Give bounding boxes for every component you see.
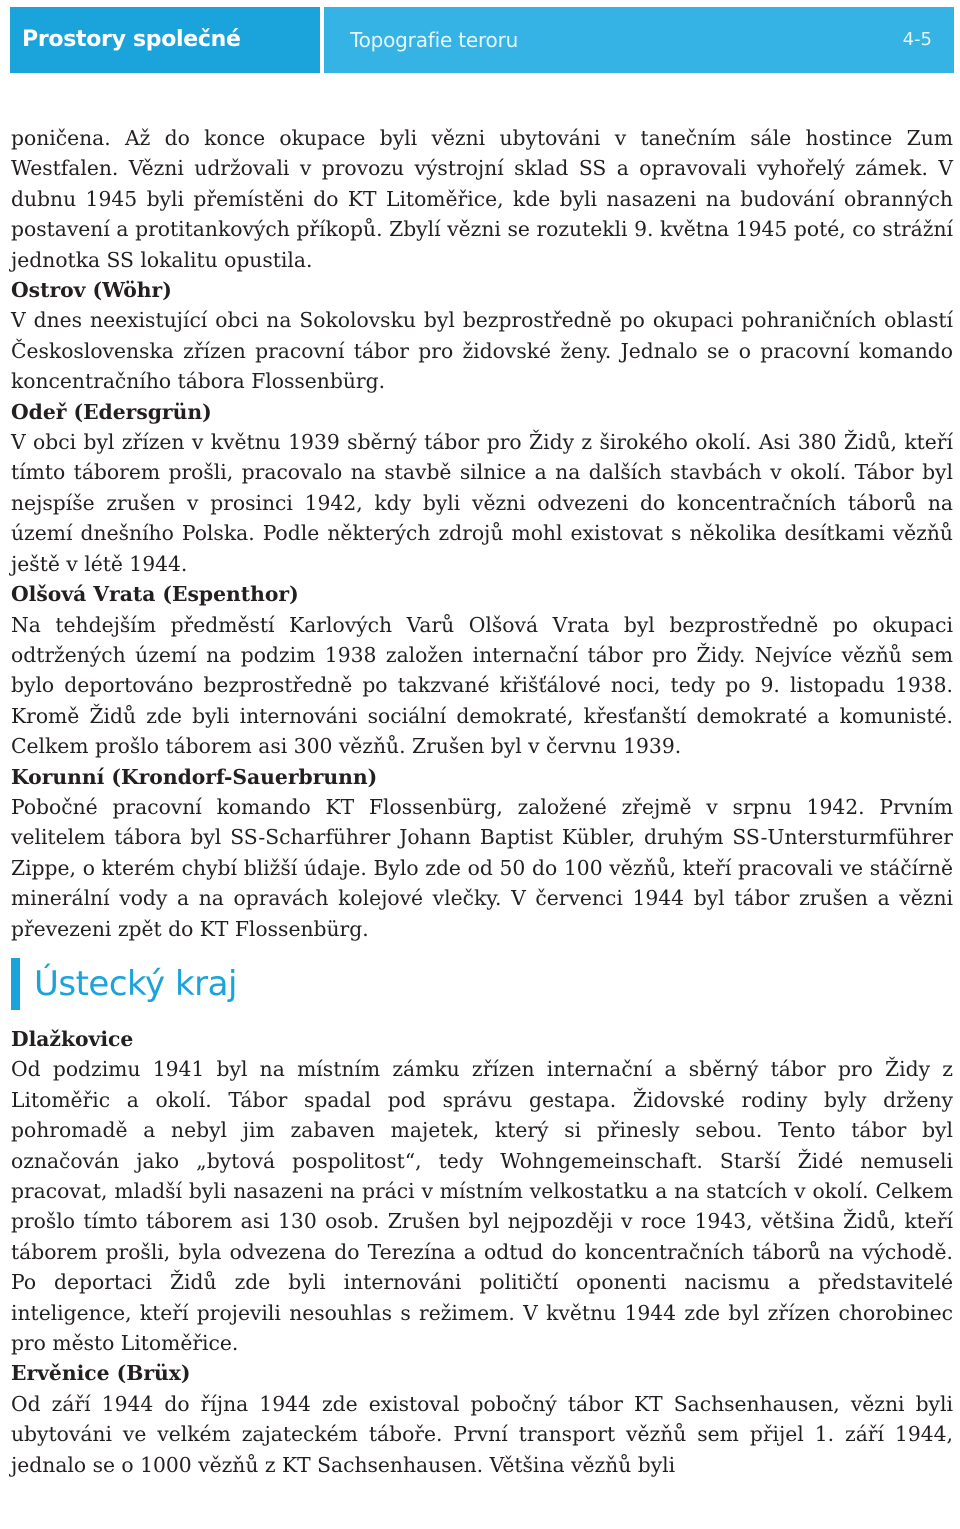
entry-heading-ostrov: Ostrov (Wöhr) bbox=[11, 278, 172, 303]
article-body bbox=[11, 123, 953, 1480]
region-accent-bar bbox=[11, 958, 20, 1010]
entry-text-dlazkovice: Od podzimu 1941 byl na místním zámku zřízen internační a sběrný tábor pro Židy z Litoměřic a okolí. Tábor spadal pod správu gestapa. Židovské rodiny byly drženy pohromadě a nebyl jim zabaven majetek, který si přinesly sebou. Tento tábor byl označován jako „bytová pospolitost“, tedy Wohngemeinschaft. Starší Židé nemuseli pracovat, mladší byli nasazeni na práci v místním velkostatku a na statcích v okolí. Celkem prošlo tímto táborem asi 130 osob. Zrušen byl nejpozději v roce 1943, většina Židů, kteří táborem prošli, byla odvezena do Terezína a odtud do koncentračních táborů na východě. Po deportaci Židů zde byli internováni političtí oponenti nacismu a představitelé inteligence, kteří projevili nesouhlas s režimem. V květnu 1944 zde byl zřízen chorobinec pro město Litoměřice. bbox=[11, 1057, 953, 1356]
entry-text-olsova-vrata: Na tehdejším předměstí Karlových Varů Olšová Vrata byl bezprostředně po okupaci odtržených území na podzim 1938 založen internační tábor pro Židy. Nejvíce vězňů sem bylo deportováno bezprostředně po takzvané křišťálové noci, tedy po 9. listopadu 1938. Kromě Židů zde byli internováni sociální demokraté, křesťanští demokraté a komunisté. Celkem prošlo táborem asi 300 vězňů. Zrušen byl v červnu 1939. bbox=[11, 612, 953, 759]
region-heading: Ústecký kraj bbox=[34, 963, 237, 1004]
entry-text-ervenice: Od září 1944 do října 1944 zde existoval pobočný tábor KT Sachsenhausen, vězni byli ubytováni ve velkém zajateckém táboře. První transport vězňů sem přijel 1. září 1944, jednalo se o 1000 vězňů z KT Sachsenhausen. Většina vězňů byli bbox=[11, 1391, 953, 1477]
entry-text-oder: V obci byl zřízen v květnu 1939 sběrný tábor pro Židy z širokého okolí. Asi 380 Židů, kteří tímto táborem prošli, pracovalo na stavbě silnice a na dalších stavbách v okolí. Tábor byl nejspíše zrušen v prosinci 1942, kdy byli vězni odvezeni do koncentračních táborů na území dnešního Polska. Podle některých zdrojů mohl existovat s několika desítkami vězňů ještě v létě 1944. bbox=[11, 430, 953, 576]
entry-text-ostrov: V dnes neexistující obci na Sokolovsku byl bezprostředně po okupaci pohraničních oblastí Československa zřízen pracovní tábor pro židovské ženy. Jednalo se o pracovní komando koncentračního tábora Flossenbürg. bbox=[11, 308, 953, 394]
region-heading-block bbox=[11, 958, 953, 1010]
entry-heading-korunni: Korunní (Krondorf-Sauerbrunn) bbox=[11, 764, 378, 789]
section-subtitle: Topografie teroru bbox=[350, 28, 519, 52]
header-right-band bbox=[324, 7, 954, 73]
intro-paragraph: poničena. Až do konce okupace byli vězni ubytováni v tanečním sále hostince Zum Westfalen. Vězni udržovali v provozu výstrojní sklad SS a opravovali vyhořelý zámek. V dubnu 1945 byli přemístěni do KT Litoměřice, kde byli nasazeni na budování obranných postavení a protitankových příkopů. Zbylí vězni se rozutekli 9. května 1945 poté, co strážní jednotka SS lokalitu opustila. bbox=[11, 126, 953, 272]
page-header bbox=[10, 7, 954, 118]
entry-heading-oder: Odeř (Edersgrün) bbox=[11, 399, 212, 424]
entry-heading-dlazkovice: Dlažkovice bbox=[11, 1026, 134, 1051]
entry-text-korunni: Pobočné pracovní komando KT Flossenbürg, založené zřejmě v srpnu 1942. Prvním velitelem tábora byl SS-Scharführer Johann Baptist Kübler, druhým SS-Untersturmführer Zippe, o kterém chybí bližší údaje. Bylo zde od 50 do 100 vězňů, kteří pracovali ve stáčírně minerální vody a na opravách kolejové vlečky. V červenci 1944 byl tábor zrušen a vězni převezeni zpět do KT Flossenbürg. bbox=[11, 794, 953, 941]
entry-heading-ervenice: Ervěnice (Brüx) bbox=[11, 1361, 191, 1386]
page-number: 4-5 bbox=[902, 29, 932, 50]
section-title: Prostory společné paměti bbox=[10, 7, 320, 73]
entry-heading-olsova-vrata: Olšová Vrata (Espenthor) bbox=[11, 582, 299, 607]
